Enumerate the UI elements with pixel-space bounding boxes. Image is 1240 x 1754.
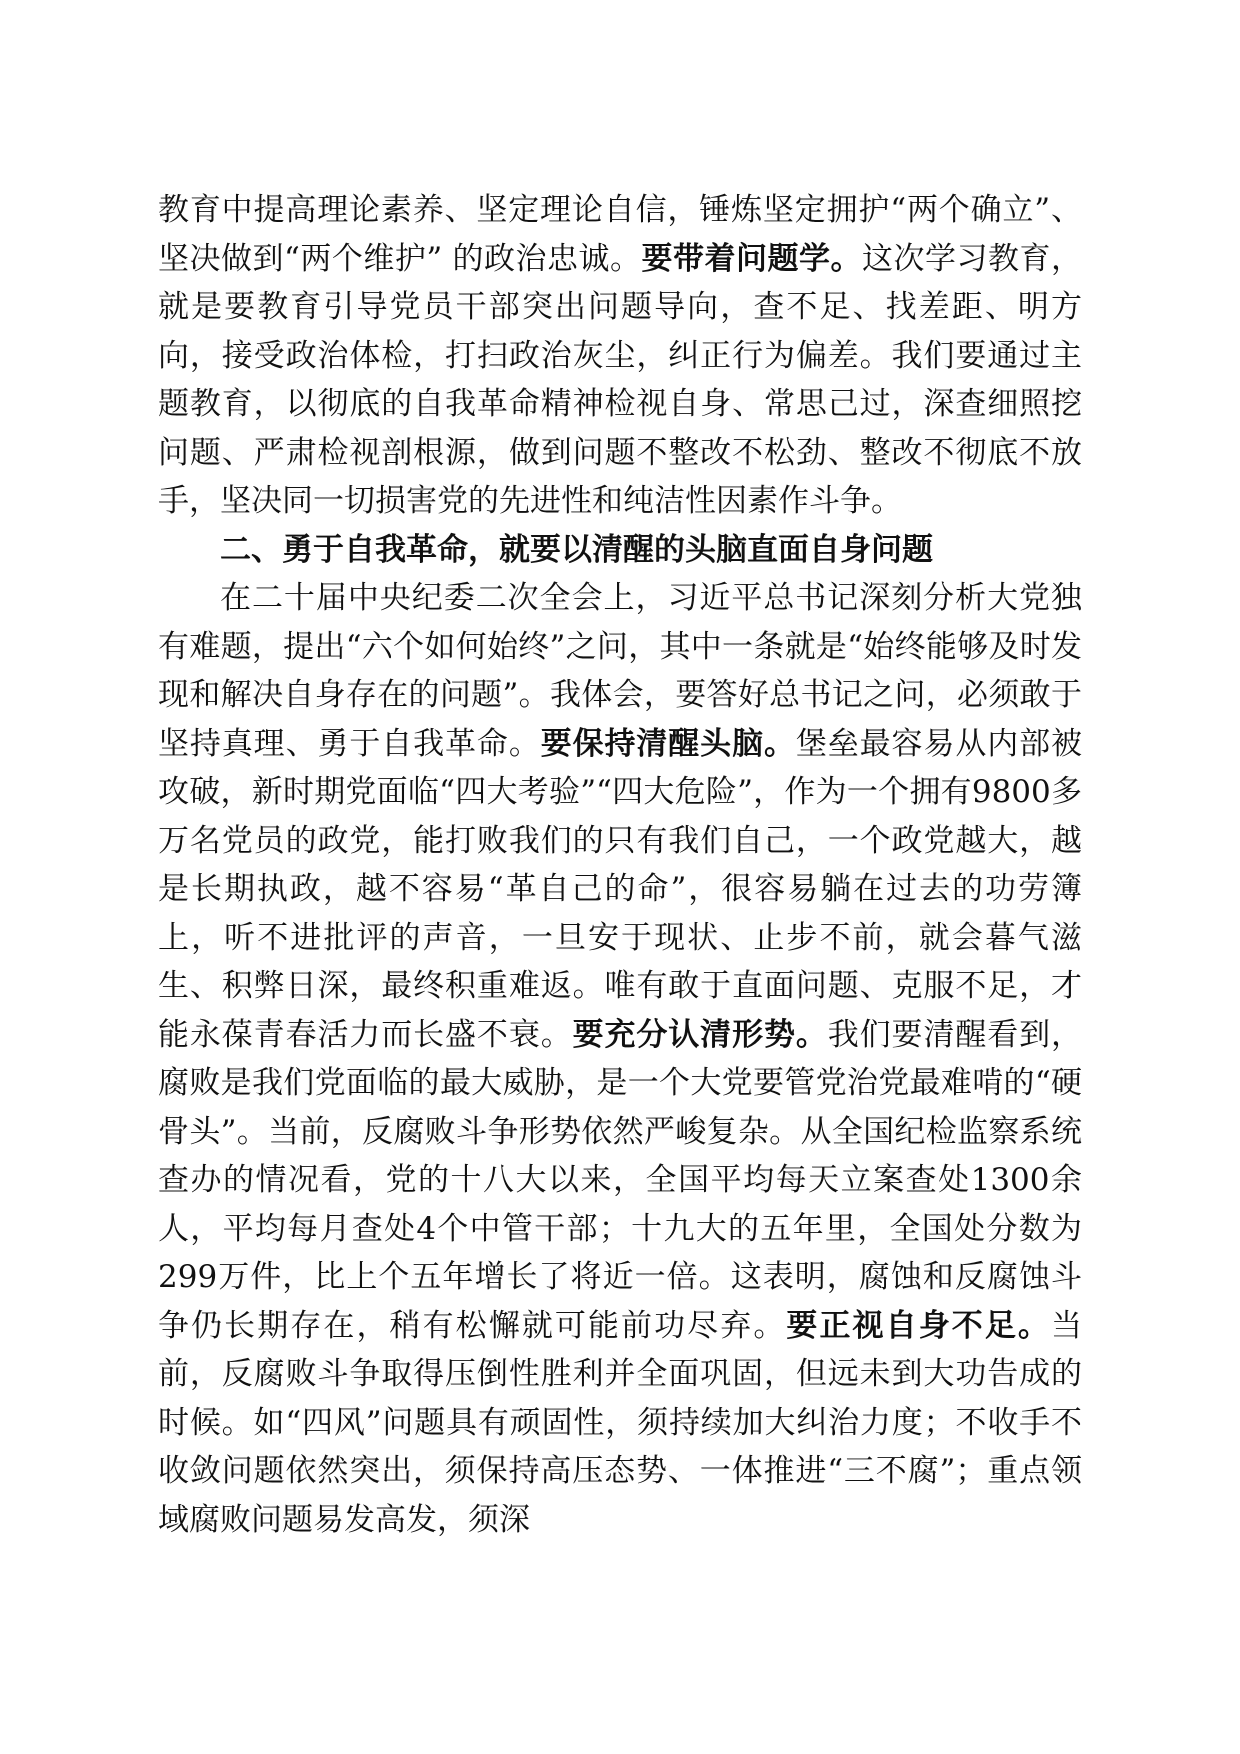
document-page xyxy=(158,186,1082,1544)
paragraph-1-text-a: 教育中提高理论素养、坚定理论自信，锤炼坚定拥护“两个确立”、坚决做到“两个维护” 的政治忠诚。 xyxy=(158,192,1082,277)
paragraph-2-text-a: 在二十届中央纪委二次全会上，习近平总书记深刻分析大党独有难题，提出“六个如何始终”之问，其中一条就是“始终能够及时发现和解决自身存在的问题”。我体会，要答好总书记之问，必须敢于坚持真理、勇于自我革命。 xyxy=(158,580,1082,762)
paragraph-1 xyxy=(158,186,1082,526)
paragraph-2-text-c: 我们要清醒看到，腐败是我们党面临的最大威胁，是一个大党要管党治党最难啃的“硬骨头”。当前，反腐败斗争形势依然严峻复杂。从全国纪检监察系统查办的情况看，党的十八大以来，全国平均每天立案查处1300余人，平均每月查处4个中管干部；十九大的五年里，全国处分数为299万件，比上个五年增长了将近一倍。这表明，腐蚀和反腐蚀斗争仍长期存在，稍有松懈就可能前功尽弃。 xyxy=(158,1016,1083,1344)
paragraph-2-bold-c: 要正视自身不足。 xyxy=(786,1307,1051,1344)
paragraph-2-bold-b: 要充分认清形势。 xyxy=(572,1016,828,1053)
paragraph-2-text-d: 当前，反腐败斗争取得压倒性胜利并全面巩固，但远未到大功告成的时候。如“四风”问题具有顽固性，须持续加大纠治力度；不收手不收敛问题依然突出，须保持高压态势、一体推进“三不腐”；重点领域腐败问题易发高发，须深 xyxy=(158,1307,1082,1538)
paragraph-2-bold-a: 要保持清醒头脑。 xyxy=(540,725,796,762)
paragraph-1-text-b: 这次学习教育，就是要教育引导党员干部突出问题导向，查不足、找差距、明方向，接受政治体检，打扫政治灰尘，纠正行为偏差。我们要通过主题教育，以彻底的自我革命精神检视自身、常思己过，深查细照挖问题、严肃检视剖根源，做到问题不整改不松劲、整改不彻底不放手，坚决同一切损害党的先进性和纯洁性因素作斗争。 xyxy=(158,240,1082,519)
paragraph-2 xyxy=(158,574,1082,1544)
section-heading-2: 二、勇于自我革命，就要以清醒的头脑直面自身问题 xyxy=(220,531,933,568)
paragraph-1-bold-a: 要带着问题学。 xyxy=(641,240,862,277)
paragraph-2-text-b: 堡垒最容易从内部被攻破，新时期党面临“四大考验”“四大危险”，作为一个拥有9800多万名党员的政党，能打败我们的只有我们自己，一个政党越大，越是长期执政，越不容易“革自己的命”，很容易躺在过去的功劳簿上，听不进批评的声音，一旦安于现状、止步不前，就会暮气滋生、积弊日深，最终积重难返。唯有敢于直面问题、克服不足，才能永葆青春活力而长盛不衰。 xyxy=(158,725,1083,1053)
